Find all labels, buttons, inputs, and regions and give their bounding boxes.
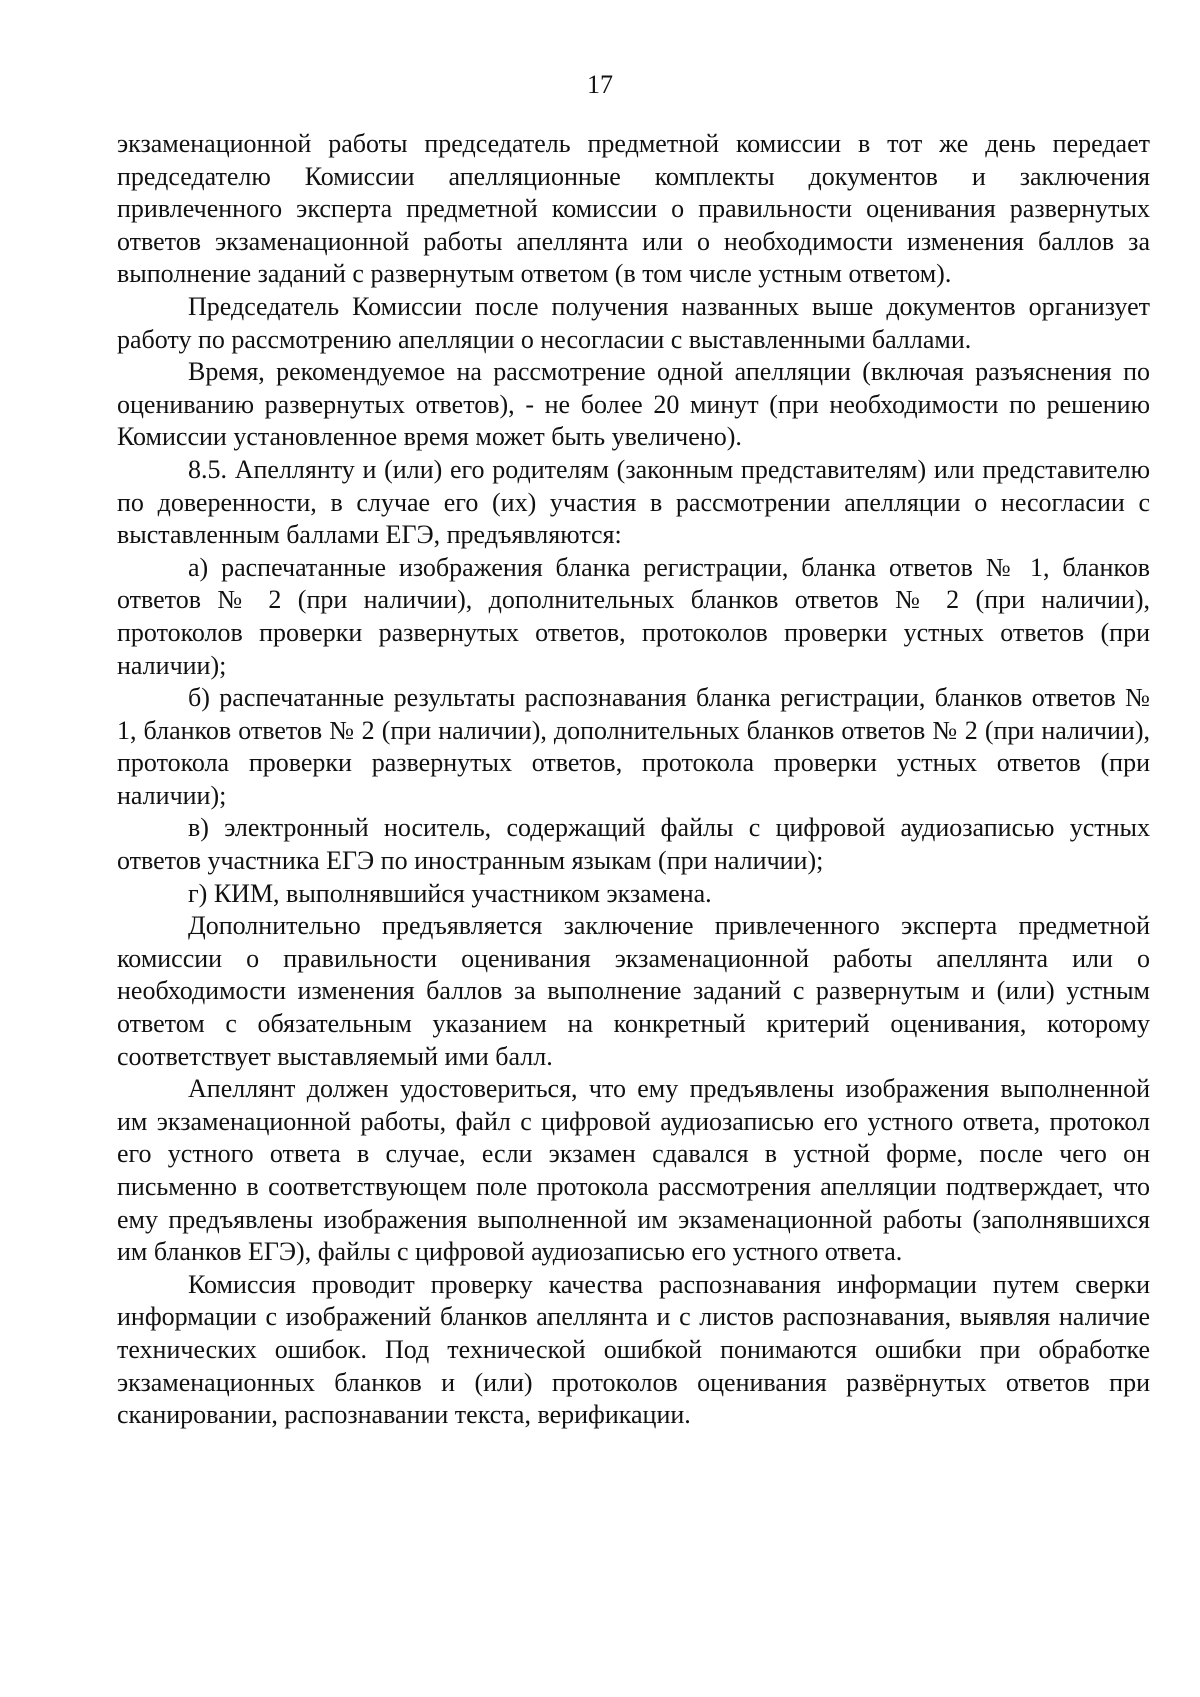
list-item-b: б) распечатанные результаты распознавания бланка регистрации, бланков ответов № 1, бланков ответов № 2 (при наличии), дополнительных бланков ответов № 2 (при наличии), протокола проверки развернутых ответов, протокола проверки устных ответов (при наличии); — [117, 683, 1150, 810]
list-item-v: в) электронный носитель, содержащий файлы с цифровой аудиозаписью устных ответов участника ЕГЭ по иностранным языкам (при наличии); — [117, 813, 1150, 876]
page-number: 17 — [587, 70, 613, 99]
paragraph-commission-check: Комиссия проводит проверку качества распознавания информации путем сверки информации с изображений бланков апеллянта и с листов распознавания, выявляя наличие технических ошибок. Под технической ошибкой понимаются ошибки при обработке экзаменационных бланков и (или) протоколов оценивания развёрнутых ответов при сканировании, распознавании текста, верификации. — [117, 1269, 1150, 1430]
list-item-g: г) КИМ, выполнявшийся участником экзамена. — [188, 878, 712, 908]
paragraph-appellant-must: Апеллянт должен удостовериться, что ему предъявлены изображения выполненной им экзаменационной работы, файл с цифровой аудиозаписью его устного ответа, протокол его устного ответа в случае, если экзамен сдавался в устной форме, после чего он письменно в соответствующем поле протокола рассмотрения апелляции подтверждает, что ему предъявлены изображения выполненной им экзаменационной работы (заполнявшихся им бланков ЕГЭ), файлы с цифровой аудиозаписью его устного ответа. — [117, 1074, 1150, 1267]
paragraph-section-8-5: 8.5. Апеллянту и (или) его родителям (законным представителям) или представителю по доверенности, в случае его (их) участия в рассмотрении апелляции о несогласии с выставленным баллами ЕГЭ, предъявляются: — [117, 454, 1150, 550]
paragraph-additional: Дополнительно предъявляется заключение привлеченного эксперта предметной комиссии о правильности оценивания экзаменационной работы апеллянта или о необходимости изменения баллов за выполнение заданий с развернутым и (или) устным ответом с обязательным указанием на конкретный критерий оценивания, которому соответствует выставляемый ими балл. — [117, 911, 1150, 1071]
list-item-a: а) распечатанные изображения бланка регистрации, бланка ответов № 1, бланков ответов № 2 (при наличии), дополнительных бланков ответов № 2 (при наличии), протоколов проверки развернутых ответов, протоколов проверки устных ответов (при наличии); — [117, 552, 1150, 680]
paragraph-chairman: Председатель Комиссии после получения названных выше документов организует работу по рассмотрению апелляции о несогласии с выставленными баллами. — [117, 291, 1150, 354]
paragraph-time: Время, рекомендуемое на рассмотрение одной апелляции (включая разъяснения по оцениванию развернутых ответов), - не более 20 минут (при необходимости по решению Комиссии установленное время может быть увеличено). — [117, 357, 1150, 452]
document-body — [117, 128, 1150, 1432]
paragraph-continuation: экзаменационной работы председатель предметной комиссии в тот же день передает председателю Комиссии апелляционные комплекты документов и заключения привлеченного эксперта предметной комиссии о правильности оценивания развернутых ответов экзаменационной работы апеллянта или о необходимости изменения баллов за выполнение заданий с развернутым ответом (в том числе устным ответом). — [117, 129, 1150, 289]
